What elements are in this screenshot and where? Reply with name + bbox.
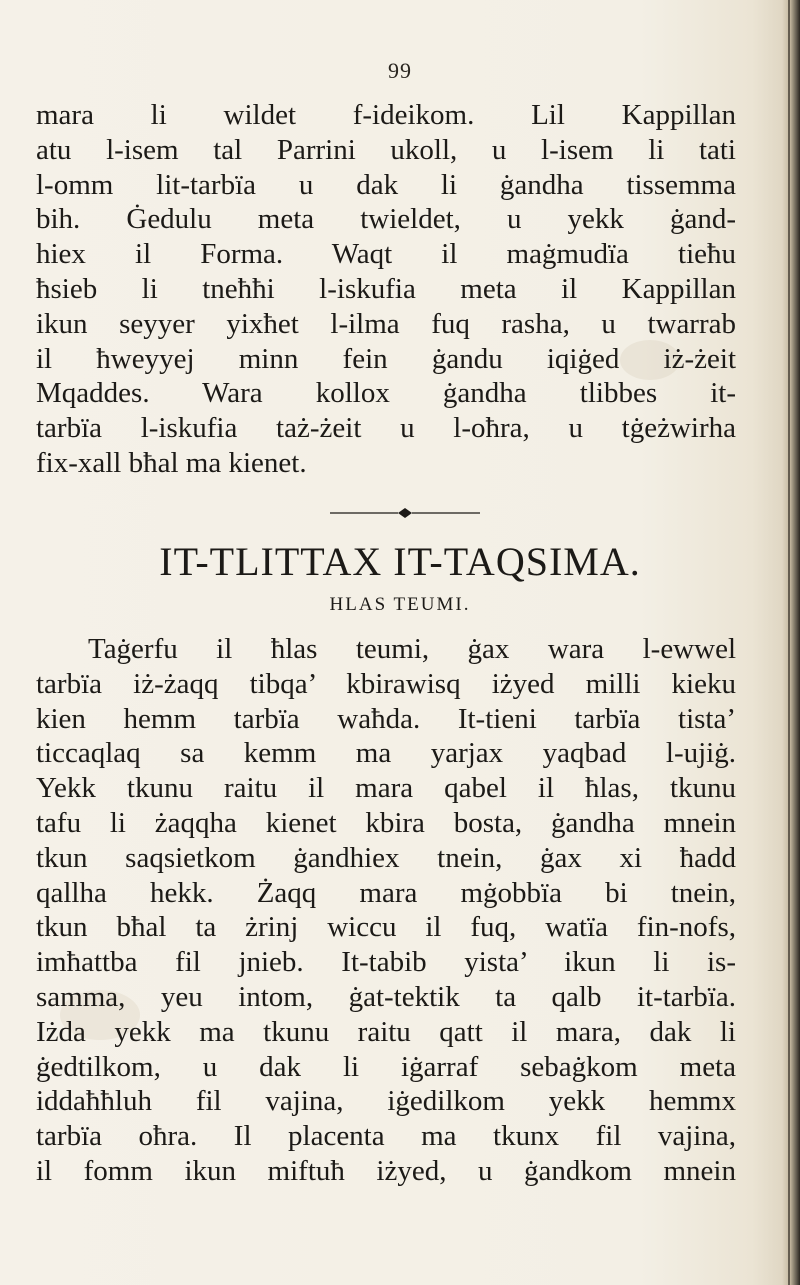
paragraph-1 [36, 98, 736, 481]
text-line: fix-xall bħal ma kienet. [36, 446, 307, 479]
text-line: kien hemm tarbïa waħda. It-tieni tarbïa tista’ [36, 702, 736, 735]
text-line: il ħweyyej minn fein ġandu iqiġed iż-żeit [36, 342, 736, 375]
text-line: ħsieb li tneħħi l-iskufia meta il Kappillan [36, 272, 736, 305]
text-line: Yekk tkunu raitu il mara qabel il ħlas, tkunu [36, 772, 736, 805]
text-line: tkun saqsietkom ġandhiex tnein, ġax xi ħadd [36, 841, 736, 874]
text-line: Mqaddes. Wara kollox ġandha tlibbes it- [36, 377, 736, 410]
subsection-title: HLAS TEUMI. [329, 594, 471, 615]
text-line: ticcaqlaq sa kemm ma yarjax yaqbad l-ujiġ. [36, 737, 736, 770]
text-line: il fomm ikun miftuħ iżyed, u ġandkom mnein [36, 1154, 736, 1187]
text-line: Iżda yekk ma tkunu raitu qatt il mara, dak li [36, 1015, 736, 1048]
text-line: mara li wildet f-ideikom. Lil Kappillan [36, 99, 736, 131]
section-title: IT-TLITTAX IT-TAQSIMA. [159, 539, 641, 584]
text-line: hiex il Forma. Waqt il maġmudïa tieħu [36, 238, 736, 271]
text-line: bih. Ġedulu meta twieldet, u yekk ġand- [36, 203, 736, 236]
page-number: 99 [388, 58, 412, 83]
text-line: iddaħħluh fil vajina, iġedilkom yekk hemmx [36, 1085, 736, 1118]
text-line: l-omm lit-tarbïa u dak li ġandha tissemma [36, 168, 736, 201]
text-line: Taġerfu il ħlas teumi, ġax wara l-ewwel [88, 633, 736, 665]
text-line: tarbïa oħra. Il placenta ma tkunx fil vajina, [36, 1120, 736, 1153]
text-line: tarbïa iż-żaqq tibqa’ kbirawisq iżyed milli kieku [36, 667, 736, 700]
text-line: ikun seyyer yixħet l-ilma fuq rasha, u twarrab [36, 307, 736, 340]
paragraph-2 [36, 632, 736, 1189]
text-line: tkun bħal ta żrinj wiccu il fuq, watïa fin-nofs, [36, 911, 736, 944]
text-line: ġedtilkom, u dak li iġarraf sebaġkom meta [36, 1050, 736, 1083]
text-line: tarbïa l-iskufia taż-żeit u l-oħra, u tġeżwirha [36, 412, 736, 445]
text-line: qallha hekk. Żaqq mara mġobbïa bi tnein, [36, 876, 736, 909]
page-binding-edge [782, 0, 800, 1285]
text-line: samma, yeu intom, ġat-tektik ta qalb it-tarbïa. [36, 980, 736, 1013]
text-line: atu l-isem tal Parrini ukoll, u l-isem li tati [36, 133, 736, 166]
page-binding-line [788, 0, 790, 1285]
section-divider [330, 507, 480, 519]
text-line: tafu li żaqqha kienet kbira bosta, ġandha mnein [36, 806, 736, 839]
text-line: imħattba fil jnieb. It-tabib yista’ ikun li is- [36, 946, 736, 979]
